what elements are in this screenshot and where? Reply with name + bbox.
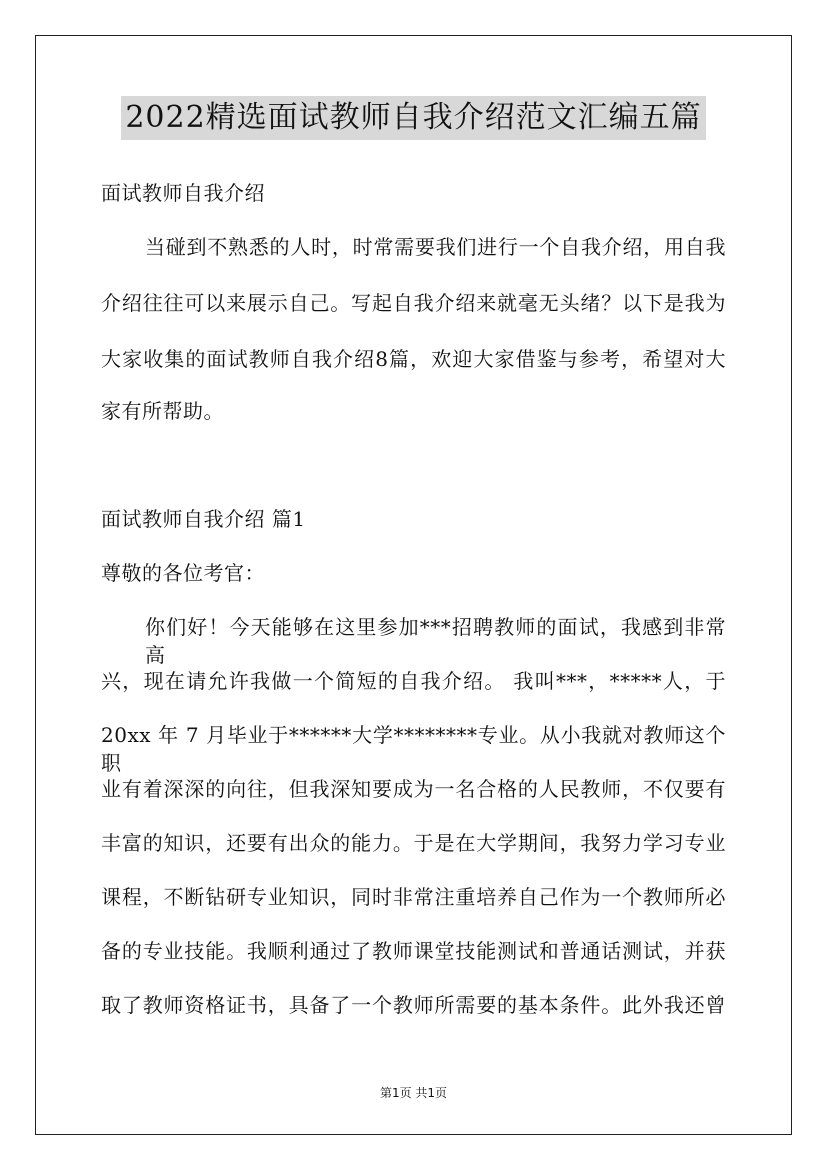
title-container bbox=[0, 96, 827, 140]
body-line: 业有着深深的向往，但我深知要成为一名合格的人民教师，不仅要有 bbox=[101, 777, 726, 801]
body-line: 备的专业技能。我顺利通过了教师课堂技能测试和普通话测试，并获 bbox=[101, 939, 726, 963]
section-heading: 面试教师自我介绍 bbox=[101, 181, 265, 205]
intro-line: 介绍往往可以来展示自己。写起自我介绍来就毫无头绪？以下是我为 bbox=[101, 291, 726, 315]
intro-line: 家有所帮助。 bbox=[101, 399, 224, 423]
body-line: 取了教师资格证书，具备了一个教师所需要的基本条件。此外我还曾 bbox=[101, 993, 726, 1017]
document-title: 2022精选面试教师自我介绍范文汇编五篇 bbox=[121, 96, 705, 140]
body-line: 兴，现在请允许我做一个简短的自我介绍。 我叫***，*****人，于 bbox=[101, 669, 726, 693]
body-line: 课程，不断钻研专业知识，同时非常注重培养自己作为一个教师所必 bbox=[101, 885, 726, 909]
salutation: 尊敬的各位考官： bbox=[101, 561, 265, 585]
body-line: 20xx 年 7 月毕业于******大学********专业。从小我就对教师这个职 bbox=[101, 723, 726, 775]
body-line: 你们好！今天能够在这里参加***招聘教师的面试，我感到非常高 bbox=[145, 615, 726, 667]
page-footer: 第1页 共1页 bbox=[379, 1086, 448, 1100]
article-heading: 面试教师自我介绍 篇1 bbox=[101, 507, 306, 531]
intro-line: 当碰到不熟悉的人时，时常需要我们进行一个自我介绍，用自我 bbox=[145, 235, 726, 259]
body-line: 丰富的知识，还要有出众的能力。于是在大学期间，我努力学习专业 bbox=[101, 831, 726, 855]
intro-line: 大家收集的面试教师自我介绍8篇，欢迎大家借鉴与参考，希望对大 bbox=[101, 347, 726, 371]
